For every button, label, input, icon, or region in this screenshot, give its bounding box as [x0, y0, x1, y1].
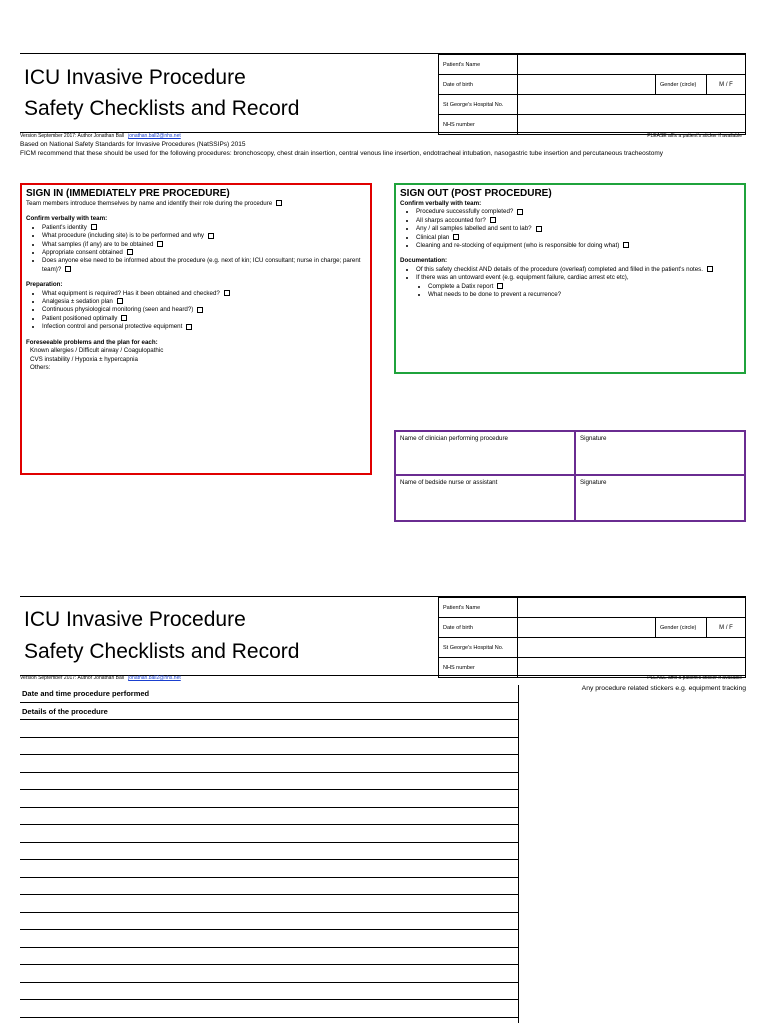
- sign-in-problems-list: [26, 347, 366, 372]
- version-line: [20, 675, 746, 681]
- checkbox[interactable]: [127, 249, 133, 255]
- gender-options[interactable]: M / F: [707, 618, 746, 638]
- signature-label: Signature: [580, 479, 607, 486]
- clinician-name-cell[interactable]: [395, 431, 575, 475]
- stickers-area-label: Any procedure related stickers e.g. equipment tracking: [581, 685, 746, 692]
- form-title-line2: Safety Checklists and Record: [24, 97, 300, 120]
- checkbox[interactable]: [117, 298, 123, 304]
- list-item: • Does anyone else need to be informed about the procedure (e.g. next of kin; ICU consultant; nurse in charge; parent team)?: [42, 257, 366, 274]
- record-line[interactable]: [20, 878, 518, 896]
- sign-out-box: [394, 183, 746, 374]
- sign-out-doc-heading: Documentation:: [400, 257, 448, 265]
- author-email-link[interactable]: jonathan.ball2@nhs.net: [128, 675, 181, 681]
- nhs-number-field[interactable]: [518, 115, 746, 135]
- patient-details-table: [438, 54, 746, 135]
- checkbox[interactable]: [276, 200, 282, 206]
- author-email-link[interactable]: jonathan.ball2@nhs.net: [128, 133, 181, 139]
- nhs-number-label: NHS number: [439, 658, 518, 678]
- sign-out-doc-sublist: [416, 283, 740, 300]
- checkbox[interactable]: [65, 266, 71, 272]
- patient-name-label: Patient's Name: [439, 55, 518, 75]
- record-line[interactable]: [20, 790, 518, 808]
- checkbox[interactable]: [490, 217, 496, 223]
- list-item: • What procedure (including site) is to be performed and why: [42, 232, 366, 240]
- form-header: [20, 596, 746, 676]
- record-line[interactable]: [20, 895, 518, 913]
- nhs-number-label: NHS number: [439, 115, 518, 135]
- list-item: • Patient positioned optimally: [42, 315, 366, 323]
- checkbox[interactable]: [208, 233, 214, 239]
- checkbox[interactable]: [121, 315, 127, 321]
- affix-sticker-note: PLEASE affix a patient's sticker if available: [647, 675, 742, 681]
- dob-label: Date of birth: [439, 75, 518, 95]
- sign-out-title: SIGN OUT (POST PROCEDURE): [400, 188, 552, 199]
- clinician-signature-cell[interactable]: [575, 431, 745, 475]
- record-line[interactable]: [20, 948, 518, 966]
- checkbox[interactable]: [497, 283, 503, 289]
- sign-in-title: SIGN IN (IMMEDIATELY PRE PROCEDURE): [26, 188, 230, 199]
- list-item: • Of this safety checklist AND details of the procedure (overleaf) completed and filled in the patient's notes.: [416, 266, 740, 274]
- form-header: [20, 53, 746, 133]
- sign-out-confirm-heading: Confirm verbally with team:: [400, 200, 482, 207]
- checkbox[interactable]: [453, 234, 459, 240]
- list-item: • Appropriate consent obtained: [42, 249, 366, 257]
- list-item: • What equipment is required? Has it been obtained and checked?: [42, 290, 366, 298]
- record-line[interactable]: [20, 808, 518, 826]
- patient-name-field[interactable]: [518, 55, 746, 75]
- hospital-no-field[interactable]: [518, 638, 746, 658]
- checkbox[interactable]: [186, 324, 192, 330]
- record-line[interactable]: [20, 773, 518, 791]
- list-item: • If there was an untoward event (e.g. equipment failure, cardiac arrest etc etc), • Complete a Datix report • What needs to be done to prevent a recurrence?: [416, 274, 740, 299]
- sign-in-prep-heading: Preparation:: [26, 281, 63, 289]
- dob-field[interactable]: [518, 75, 656, 95]
- list-item: • Analgesia ± sedation plan: [42, 298, 366, 306]
- record-line[interactable]: [20, 860, 518, 878]
- record-line[interactable]: [20, 755, 518, 773]
- record-page: [20, 596, 746, 1024]
- list-item: • Continuous physiological monitoring (seen and heard?): [42, 306, 366, 314]
- record-line[interactable]: [20, 720, 518, 738]
- record-line[interactable]: [20, 1000, 518, 1018]
- list-item: • Infection control and personal protective equipment: [42, 323, 366, 331]
- record-line[interactable]: [20, 930, 518, 948]
- procedure-record-lines: [20, 685, 519, 1023]
- checkbox[interactable]: [707, 266, 713, 272]
- patient-name-field[interactable]: [518, 598, 746, 618]
- list-item: • Clinical plan: [416, 234, 740, 242]
- hospital-no-label: St George's Hospital No.: [439, 638, 518, 658]
- sign-out-confirm-list: [400, 208, 740, 250]
- sign-in-confirm-heading: Confirm verbally with team:: [26, 215, 108, 223]
- record-line[interactable]: [20, 843, 518, 861]
- affix-sticker-note: PLEASE affix a patient's sticker if available: [647, 133, 742, 139]
- version-text: Version September 2017: Author Jonathan Ball: [20, 133, 124, 139]
- checkbox[interactable]: [517, 209, 523, 215]
- problem-line: Others:: [30, 363, 51, 371]
- list-item: • All sharps accounted for?: [416, 217, 740, 225]
- list-item: • Any / all samples labelled and sent to lab?: [416, 225, 740, 233]
- procedure-record: [20, 685, 746, 1023]
- list-item: • Cleaning and re-stocking of equipment (who is responsible for doing what): [416, 242, 740, 250]
- signature-table: [394, 430, 746, 522]
- checkbox[interactable]: [224, 290, 230, 296]
- form-title-line2: Safety Checklists and Record: [24, 640, 300, 663]
- datetime-row[interactable]: Date and time procedure performed: [20, 685, 518, 703]
- dob-field[interactable]: [518, 618, 656, 638]
- list-item: • Patient's identity: [42, 224, 366, 232]
- nurse-name-label: Name of bedside nurse or assistant: [400, 479, 498, 486]
- details-row[interactable]: Details of the procedure: [20, 703, 518, 721]
- list-item: • Complete a Datix report: [428, 283, 740, 291]
- patient-details-table: [438, 597, 746, 678]
- checkbox[interactable]: [623, 242, 629, 248]
- problem-line: CVS instability / Hypoxia ± hypercapnia: [30, 355, 138, 363]
- record-line[interactable]: [20, 965, 518, 983]
- hospital-no-field[interactable]: [518, 95, 746, 115]
- checkbox[interactable]: [536, 226, 542, 232]
- gender-options[interactable]: M / F: [707, 75, 746, 95]
- record-line[interactable]: [20, 738, 518, 756]
- sign-in-intro: Team members introduce themselves by name and identify their role during the procedure: [26, 200, 366, 208]
- gender-label: Gender (circle): [656, 618, 707, 638]
- intro-text: [20, 141, 746, 158]
- clinician-name-label: Name of clinician performing procedure: [400, 435, 508, 442]
- sign-in-problems-heading: Foreseeable problems and the plan for each:: [26, 338, 158, 346]
- intro-line-natssips: Based on National Safety Standards for Invasive Procedures (NatSSIPs) 2015: [20, 141, 246, 148]
- form-title-line1: ICU Invasive Procedure: [24, 608, 246, 631]
- checklist-page: [20, 53, 746, 523]
- record-line[interactable]: [20, 825, 518, 843]
- list-item: • What samples (if any) are to be obtained: [42, 241, 366, 249]
- nurse-signature-cell[interactable]: [575, 475, 745, 521]
- sign-in-box: [20, 183, 372, 475]
- sign-in-prep-list: [26, 290, 366, 332]
- patient-name-label: Patient's Name: [439, 598, 518, 618]
- version-line: [20, 133, 746, 139]
- record-line[interactable]: [20, 983, 518, 1001]
- version-text: Version September 2017: Author Jonathan Ball: [20, 675, 124, 681]
- dob-label: Date of birth: [439, 618, 518, 638]
- intro-line-ficm: FICM recommend that these should be used for the following procedures: bronchoscopy, chest drain insertion, central venous line insertion, endotracheal intubation, nasogastric tube insertion and percutaneous tracheostomy: [20, 149, 664, 157]
- hospital-no-label: St George's Hospital No.: [439, 95, 518, 115]
- nurse-name-cell[interactable]: [395, 475, 575, 521]
- form-title-line1: ICU Invasive Procedure: [24, 66, 246, 89]
- checkbox[interactable]: [197, 307, 203, 313]
- list-item: • Procedure successfully completed?: [416, 208, 740, 216]
- record-line[interactable]: [20, 913, 518, 931]
- signature-label: Signature: [580, 435, 607, 442]
- sign-out-doc-list: [400, 266, 740, 300]
- gender-label: Gender (circle): [656, 75, 707, 95]
- problem-line: Known allergies / Difficult airway / Coagulopathic: [30, 347, 164, 355]
- checkbox[interactable]: [157, 241, 163, 247]
- sign-in-confirm-list: [26, 224, 366, 274]
- list-item: • What needs to be done to prevent a recurrence?: [428, 291, 740, 299]
- checkbox[interactable]: [91, 224, 97, 230]
